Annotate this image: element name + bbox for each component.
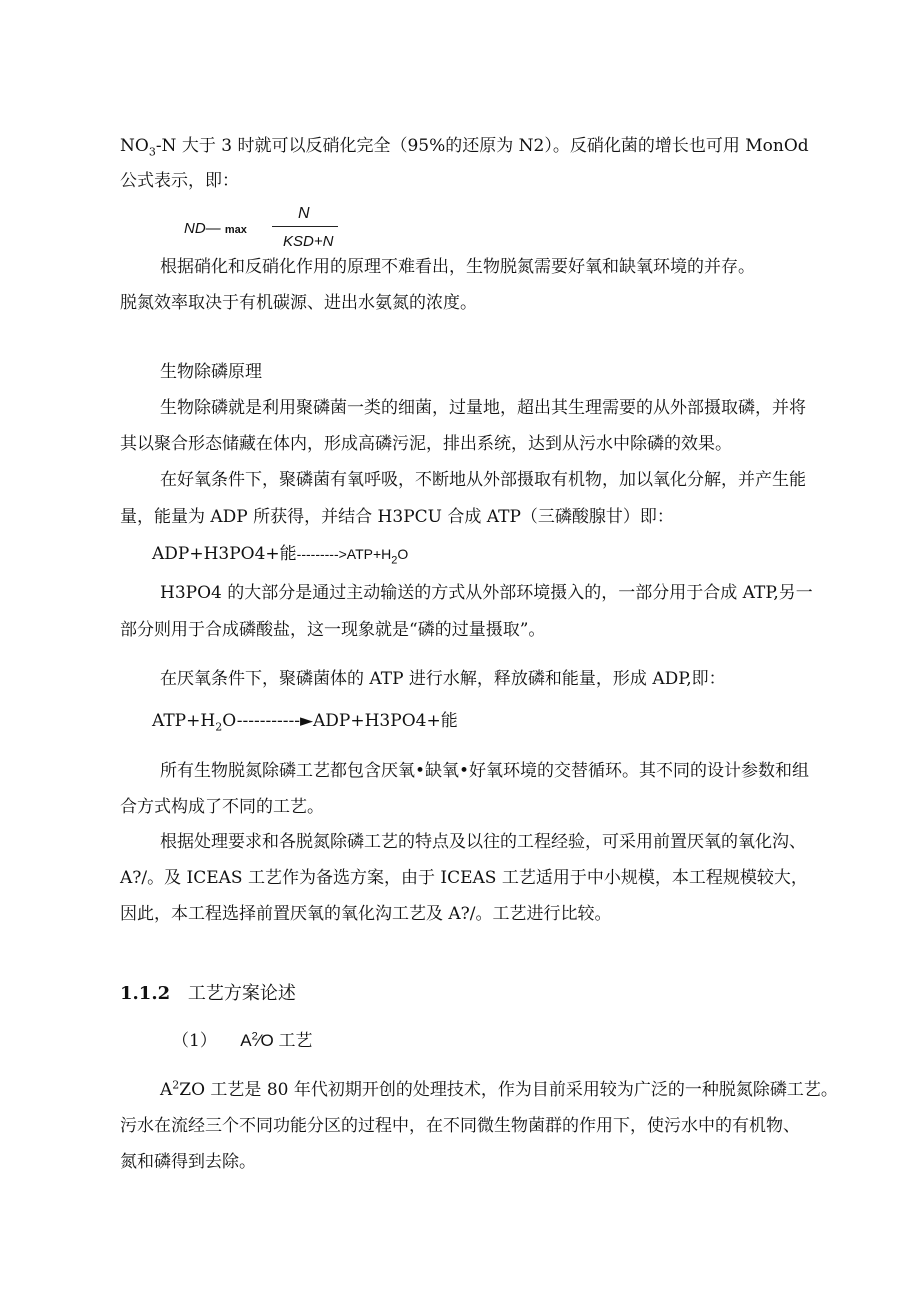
- text-line: 其以聚合形态储藏在体内，形成高磷污泥，排出系统，达到从污水中除磷的效果。: [120, 434, 732, 454]
- formula-numerator: N: [298, 205, 310, 222]
- text-line: 污水在流经三个不同功能分区的过程中，在不同微生物菌群的作用下，使污水中的有机物、: [120, 1116, 800, 1136]
- subsection-heading: （1） $A^2⁄O$ 工艺: [172, 1030, 313, 1051]
- section-number: 1.1.2: [120, 983, 171, 1004]
- text-line: 根据硝化和反硝化作用的原理不难看出，生物脱氮需要好氧和缺氧环境的并存。: [160, 257, 755, 277]
- text-line: 因此，本工程选择前置厌氧的氧化沟工艺及 A?/。工艺进行比较。: [120, 904, 612, 924]
- fraction-bar: [272, 226, 338, 227]
- text-line: A?/。及 ICEAS 工艺作为备选方案，由于 ICEAS 工艺适用于中小规模，本工程规模较大，: [120, 868, 808, 888]
- equation-aerobic: ADP+H3PO4+能$--------->ATP+H_2O$: [152, 544, 409, 567]
- text-line: 公式表示，即：: [120, 171, 239, 191]
- text-line: 所有生物脱氮除磷工艺都包含厌氧•缺氧•好氧环境的交替循环。其不同的设计参数和组: [160, 761, 810, 781]
- equation-anaerobic: $ATP+H_2O-----------►ADP+H3PO4+$能: [152, 711, 458, 734]
- text-line: 量，能量为 ADP 所获得，并结合 H3PCU 合成 ATP（三磷酸腺甘）即：: [120, 507, 674, 527]
- formula-lhs: ND— max: [184, 220, 247, 237]
- formula-denominator: KSD+N: [283, 233, 334, 250]
- text-line: 合方式构成了不同的工艺。: [120, 797, 324, 817]
- text-line: 在厌氧条件下，聚磷菌体的 ATP 进行水解，释放磷和能量，形成 ADP,即：: [160, 669, 726, 689]
- text-line: H3PO4 的大部分是通过主动输送的方式从外部环境摄入的，一部分用于合成 ATP,另一: [160, 583, 813, 603]
- text-line: 部分则用于合成磷酸盐，这一现象就是“磷的过量摄取”。: [120, 620, 546, 640]
- text-line: 根据处理要求和各脱氮除磷工艺的特点及以往的工程经验，可采用前置厌氧的氧化沟、: [160, 832, 806, 852]
- text-line: 脱氮效率取决于有机碳源、进出水氨氮的浓度。: [120, 293, 477, 313]
- text-line: 氮和磷得到去除。: [120, 1152, 256, 1172]
- section-subheading: 生物除磷原理: [160, 362, 262, 382]
- section-title: 工艺方案论述: [187, 983, 296, 1004]
- text-line: 生物除磷就是利用聚磷菌一类的细菌，过量地，超出其生理需要的从外部摄取磷，并将: [160, 398, 806, 418]
- section-heading: [120, 983, 296, 1005]
- text-line: $NO_3-N$ 大于 3 时就可以反硝化完全（95%的还原为 N2）。反硝化菌的增长也可用 MonOd: [120, 136, 809, 159]
- text-line: $A^2ZO$ 工艺是 80 年代初期开创的处理技术，作为目前采用较为广泛的一种脱氮除磷工艺。: [160, 1078, 838, 1100]
- text-line: 在好氧条件下，聚磷菌有氧呼吸，不断地从外部摄取有机物，加以氧化分解，并产生能: [160, 470, 806, 490]
